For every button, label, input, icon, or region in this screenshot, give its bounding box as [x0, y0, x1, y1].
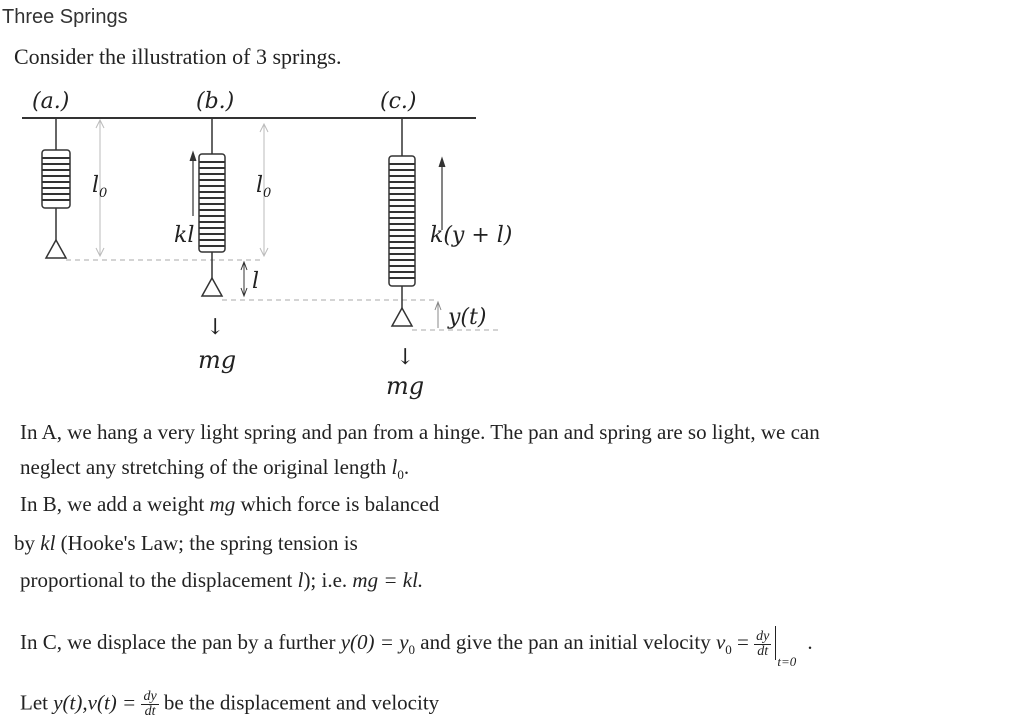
springs-figure	[0, 80, 520, 410]
paragraph-1: In A, we hang a very light spring and pan from a hinge. The pan and spring are so light, we can	[20, 420, 820, 444]
spring-a	[42, 118, 70, 258]
label-yt: y(t)	[448, 305, 487, 330]
label-kyl: k(y + l)	[430, 223, 513, 248]
label-lo-a: $l_0$	[92, 173, 108, 201]
label-kl: kl	[174, 223, 195, 248]
arrow-kl-b	[190, 152, 196, 216]
label-l: l	[252, 269, 260, 294]
paragraph-7: Let y(t),v(t) = $\frac{dy}{dt}$ be the displacement and velocity	[20, 689, 440, 719]
arrow-down-b: ↓	[206, 315, 225, 340]
arrow-l-b	[241, 262, 247, 296]
arrow-kyl-c	[439, 158, 445, 230]
fraction-dy-dt: $\frac{dy}{dt}$	[756, 628, 770, 659]
paragraph-4: by kl (Hooke's Law; the spring tension is	[14, 531, 358, 555]
page-title: Three Springs	[2, 6, 128, 28]
spring-b	[199, 118, 225, 296]
label-a: (a.)	[32, 89, 70, 114]
label-lo-b: $l_0$	[256, 173, 272, 201]
paragraph-3: In B, we add a weight mg which force is balanced	[20, 492, 440, 516]
paragraph-6: In C, we displace the pan by a further $y(0) = y_0$ and give the pan an initial velocity $v_0$ = $\frac{dy}{dt}$ t=0 .	[20, 624, 813, 664]
fraction-dy-dt-2: $\frac{dy}{dt}$	[143, 689, 157, 719]
paragraph-2: neglect any stretching of the original length $l_0$.	[20, 455, 410, 483]
label-mg-c: mg	[386, 372, 425, 400]
intro-text: Consider the illustration of 3 springs.	[14, 44, 342, 69]
label-mg-b: mg	[198, 346, 237, 374]
arrow-down-c: ↓	[396, 345, 415, 370]
spring-c	[389, 118, 415, 326]
evaluation-bar: t=0	[771, 624, 785, 664]
label-b: (b.)	[196, 89, 235, 114]
paragraph-5: proportional to the displacement l); i.e. mg = kl.	[20, 568, 424, 592]
arrow-yt-c	[435, 302, 441, 328]
label-c: (c.)	[380, 89, 417, 114]
